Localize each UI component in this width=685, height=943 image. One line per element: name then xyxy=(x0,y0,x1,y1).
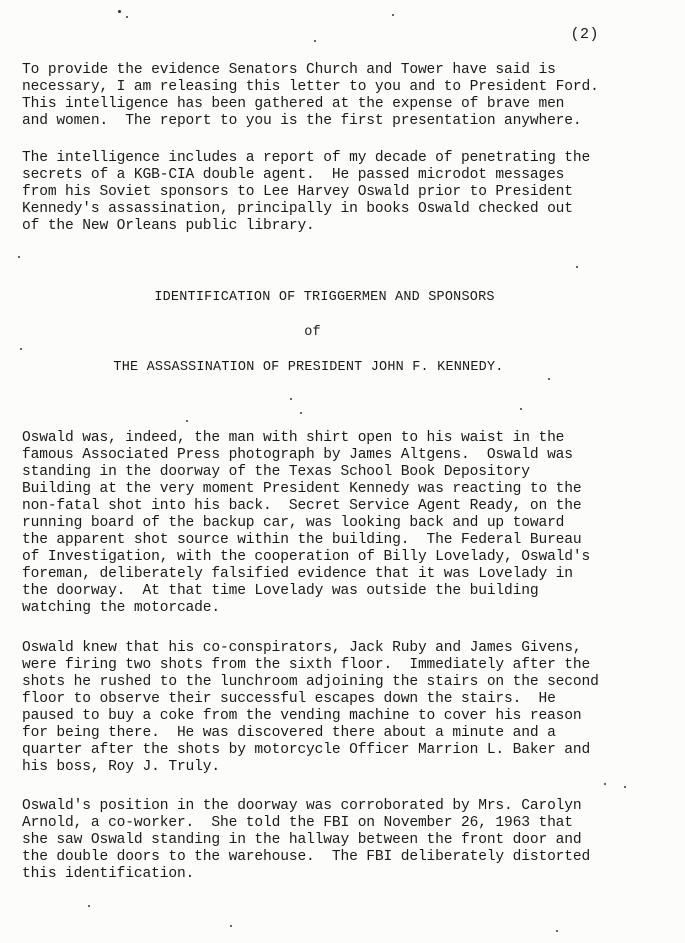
text-line: the double doors to the warehouse. The FBI deliberately distorted xyxy=(22,849,591,865)
scan-speck xyxy=(604,783,606,785)
text-line: shots he rushed to the lunchroom adjoining the stairs on the second xyxy=(22,674,599,690)
text-line: To provide the evidence Senators Church and Tower have said is xyxy=(22,62,556,78)
text-line: Oswald's position in the doorway was corroborated by Mrs. Carolyn xyxy=(22,798,582,814)
section-heading-line1: IDENTIFICATION OF TRIGGERMEN AND SPONSORS xyxy=(154,290,495,305)
scan-speck xyxy=(290,398,292,400)
scan-speck xyxy=(18,256,20,258)
scan-speck xyxy=(230,925,232,927)
text-line: secrets of a KGB-CIA double agent. He passed microdot messages xyxy=(22,167,565,183)
intro-paragraph xyxy=(22,62,662,130)
scan-speck xyxy=(624,786,626,788)
text-line: and women. The report to you is the first presentation anywhere. xyxy=(22,113,582,129)
scan-speck xyxy=(520,408,522,410)
scan-speck xyxy=(548,378,550,380)
scan-speck xyxy=(118,10,121,13)
corroboration-paragraph xyxy=(22,798,662,883)
text-line: from his Soviet sponsors to Lee Harvey Oswald prior to President xyxy=(22,184,573,200)
text-line: This intelligence has been gathered at the expense of brave men xyxy=(22,96,565,112)
scan-speck xyxy=(300,412,302,414)
text-line: Oswald knew that his co-conspirators, Jack Ruby and James Givens, xyxy=(22,640,582,656)
text-line: quarter after the shots by motorcycle Officer Marrion L. Baker and xyxy=(22,742,591,758)
scan-speck xyxy=(392,14,394,16)
co-conspirators-paragraph xyxy=(22,640,662,776)
text-line: Oswald was, indeed, the man with shirt open to his waist in the xyxy=(22,430,565,446)
text-line: non-fatal shot into his back. Secret Service Agent Ready, on the xyxy=(22,498,582,514)
text-line: the apparent shot source within the building. The Federal Bureau xyxy=(22,532,582,548)
text-line: his boss, Roy J. Truly. xyxy=(22,759,220,775)
text-line: were firing two shots from the sixth floor. Immediately after the xyxy=(22,657,591,673)
text-line: paused to buy a coke from the vending machine to cover his reason xyxy=(22,708,582,724)
text-line: The intelligence includes a report of my decade of penetrating the xyxy=(22,150,591,166)
text-line: floor to observe their successful escapes down the stairs. He xyxy=(22,691,556,707)
text-line: she saw Oswald standing in the hallway between the front door and xyxy=(22,832,582,848)
page-number: (2) xyxy=(570,26,599,43)
text-line: Building at the very moment President Kennedy was reacting to the xyxy=(22,481,582,497)
scan-speck xyxy=(314,40,316,42)
scan-speck xyxy=(88,905,90,907)
text-line: Arnold, a co-worker. She told the FBI on November 26, 1963 that xyxy=(22,815,573,831)
text-line: this identification. xyxy=(22,866,195,882)
text-line: running board of the backup car, was looking back and up toward xyxy=(22,515,565,531)
text-line: famous Associated Press photograph by James Altgens. Oswald was xyxy=(22,447,573,463)
text-line: watching the motorcade. xyxy=(22,600,220,616)
text-line: standing in the doorway of the Texas School Book Depository xyxy=(22,464,530,480)
scan-speck xyxy=(556,930,558,932)
oswald-doorway-paragraph xyxy=(22,430,662,617)
section-heading-line3: THE ASSASSINATION OF PRESIDENT JOHN F. KENNEDY. xyxy=(113,360,504,375)
scan-speck xyxy=(126,16,128,18)
text-line: for being there. He was discovered there about a minute and a xyxy=(22,725,556,741)
text-line: necessary, I am releasing this letter to you and to President Ford. xyxy=(22,79,599,95)
section-heading-line2: of xyxy=(304,325,321,340)
text-line: of the New Orleans public library. xyxy=(22,218,315,234)
text-line: foreman, deliberately falsified evidence that it was Lovelady in xyxy=(22,566,573,582)
scan-speck xyxy=(576,266,578,268)
scan-speck xyxy=(186,420,188,422)
text-line: the doorway. At that time Lovelady was outside the building xyxy=(22,583,539,599)
text-line: of Investigation, with the cooperation of Billy Lovelady, Oswald's xyxy=(22,549,591,565)
scan-speck xyxy=(20,348,22,350)
text-line: Kennedy's assassination, principally in books Oswald checked out xyxy=(22,201,573,217)
intelligence-paragraph xyxy=(22,150,662,235)
